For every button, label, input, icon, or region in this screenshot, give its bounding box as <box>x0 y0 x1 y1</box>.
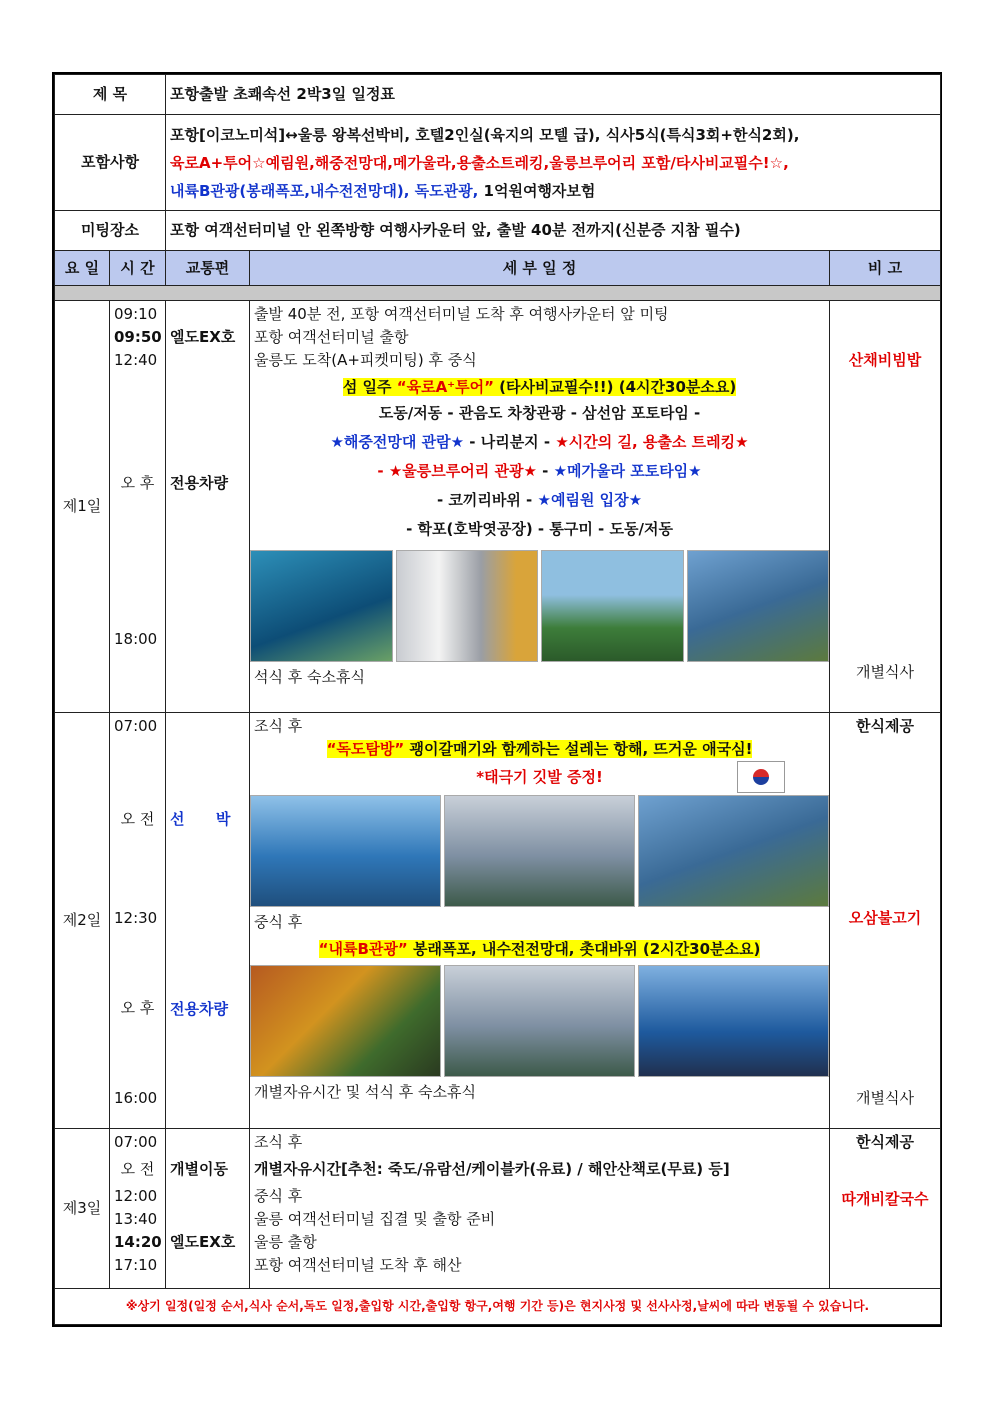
day1-route-3a: - <box>377 462 389 480</box>
day1-detail <box>250 301 830 713</box>
day3-time-1: 07:00 <box>114 1133 158 1151</box>
day3-time-3: 12:00 <box>114 1187 158 1205</box>
day2-detail-2: 중식 후 <box>254 913 303 931</box>
photo-seagull <box>638 795 829 907</box>
day2-detail-1: 조식 후 <box>254 717 303 735</box>
day2-memo <box>830 713 941 1129</box>
day2-transport-bus: 전용차량 <box>170 1000 228 1018</box>
day1-label: 제1일 <box>55 301 110 713</box>
day3-detail <box>250 1129 830 1289</box>
day1-times <box>110 301 166 713</box>
day1-route-4 <box>254 486 825 515</box>
include-line3-blue: 내륙B관광(봉래폭포,내수전전망대), 독도관광, <box>170 181 479 200</box>
itinerary-table <box>54 74 941 1325</box>
header-memo: 비 고 <box>830 251 941 286</box>
header-transport: 교통편 <box>166 251 250 286</box>
day3-time-6: 17:10 <box>114 1256 158 1274</box>
day2-dokdo-rest: 괭이갈매기와 함께하는 설레는 항해, 뜨거운 애국심! <box>404 740 753 758</box>
include-line3-rest: 1억원여행자보험 <box>478 181 596 200</box>
photo-naesujeon-observatory <box>444 965 635 1077</box>
day2-time-1: 07:00 <box>114 717 158 735</box>
day1-time-1: 09:10 <box>114 305 158 323</box>
day3-transport-free: 개별이동 <box>170 1160 228 1178</box>
footer-note: ※상기 일정(일정 순서,식사 순서,독도 일정,출입항 시간,출입항 항구,여행 기간 등)은 현지사정 및 선사사정,날씨에 따라 변동될 수 있습니다. <box>55 1289 941 1325</box>
day1-route-1: 도동/저동 - 관음도 차창관광 - 삼선암 포토타임 - <box>378 404 701 422</box>
photo-yerimwon <box>687 550 830 662</box>
day1-time-5: 18:00 <box>114 630 158 648</box>
day2-inland-rest: 봉래폭포, 내수전전망대, 촛대바위 (2시간30분소요) <box>407 940 761 958</box>
header-detail: 세 부 일 정 <box>250 251 830 286</box>
day1-route-2c: ★시간의 길, 용출소 트레킹★ <box>555 433 749 451</box>
day3-transport-ship: 엘도EX호 <box>170 1233 236 1251</box>
day1-transport-bus: 전용차량 <box>170 474 228 492</box>
day1-memo <box>830 301 941 713</box>
day1-detail-end: 석식 후 숙소휴식 <box>254 668 365 686</box>
photo-bongnae-falls <box>250 965 441 1077</box>
title-value: 포항출발 초쾌속선 2박3일 일정표 <box>166 75 941 115</box>
day3-detail-6: 포항 여객선터미널 도착 후 해산 <box>254 1256 462 1274</box>
day1-time-3: 12:40 <box>114 351 158 369</box>
day2-flag-line <box>254 761 825 793</box>
day2-times <box>110 713 166 1129</box>
day1-route-4a: - 코끼리바위 - <box>436 491 538 509</box>
day1-transport-ship: 엘도EX호 <box>170 328 236 346</box>
day2-detail-end: 개별자유시간 및 석식 후 숙소휴식 <box>254 1083 476 1101</box>
day3-time-5: 14:20 <box>114 1233 162 1251</box>
day1-memo-lunch: 산채비빔밥 <box>848 351 922 369</box>
include-line1: 포항[이코노미석]↔울릉 왕복선박비, 호텔2인실(육지의 모텔 급), 식사5식(특식3회+한식2회), <box>170 125 800 144</box>
day3-detail-1: 조식 후 <box>254 1133 303 1151</box>
day1-photos <box>250 550 829 662</box>
photo-megaulla <box>541 550 684 662</box>
day2-flag-gift: *태극기 깃발 증정! <box>476 768 603 786</box>
day2-photos-am <box>250 795 829 907</box>
day2-time-2: 오 전 <box>120 810 155 828</box>
title-label: 제 목 <box>55 75 166 115</box>
day3-time-4: 13:40 <box>114 1210 158 1228</box>
day1-tour-post: (타사비교필수!!) (4시간30분소요) <box>493 378 737 396</box>
day3-times <box>110 1129 166 1289</box>
day1-memo-dinner: 개별식사 <box>856 663 914 681</box>
include-value <box>166 115 941 211</box>
day1-route-2 <box>254 428 825 457</box>
day3-detail-4: 울릉 여객선터미널 집결 및 출항 준비 <box>254 1210 496 1228</box>
day1-detail-3: 울릉도 도착(A+피켓미팅) 후 중식 <box>254 351 477 369</box>
day3-transport <box>166 1129 250 1289</box>
day2-dokdo-name: “독도탐방” <box>326 740 405 758</box>
day1-transport <box>166 301 250 713</box>
include-label: 포함사항 <box>55 115 166 211</box>
day2-transport <box>166 713 250 1129</box>
day1-route-3b: ★울릉브루어리 관광★ <box>388 462 537 480</box>
day3-detail-3: 중식 후 <box>254 1187 303 1205</box>
day2-time-3: 12:30 <box>114 909 158 927</box>
day2-time-4: 오 후 <box>120 999 155 1017</box>
day3-time-2: 오 전 <box>120 1160 155 1178</box>
day3-memo <box>830 1129 941 1289</box>
day3-detail-5: 울릉 출항 <box>254 1233 317 1251</box>
photo-underwater-observatory <box>250 550 393 662</box>
day3-memo-lunch: 따개비칼국수 <box>841 1190 929 1208</box>
day1-route-5: - 학포(호박엿공장) - 통구미 - 도동/저동 <box>406 520 673 538</box>
day2-memo-dinner: 개별식사 <box>856 1089 914 1107</box>
meeting-value: 포항 여객선터미널 안 왼쪽방향 여행사카운터 앞, 출발 40분 전까지(신분증 지참 필수) <box>166 211 941 251</box>
day1-route-3c: - <box>536 462 554 480</box>
day3-detail-2: 개별자유시간[추천: 죽도/유람선/케이블카(유료) / 해안산책로(무료) 등] <box>254 1160 730 1178</box>
day2-photos-pm <box>250 965 829 1077</box>
day1-detail-2: 포항 여객선터미널 출항 <box>254 328 409 346</box>
day2-transport-ship: 선 박 <box>170 810 231 828</box>
day1-route-2b: - 나리분지 - <box>464 433 556 451</box>
day2-inland-name: “내륙B관광” <box>318 940 408 958</box>
day3-label: 제3일 <box>55 1129 110 1289</box>
day2-inland-title <box>254 938 825 961</box>
header-day: 요 일 <box>55 251 110 286</box>
separator-row <box>55 286 941 301</box>
photo-brewery <box>396 550 539 662</box>
day1-time-2: 09:50 <box>114 328 162 346</box>
day1-route-3d: ★메가울라 포토타임★ <box>553 462 702 480</box>
itinerary-sheet <box>52 72 942 1327</box>
day1-route-4b: ★예림원 입장★ <box>537 491 643 509</box>
day1-time-4: 오 후 <box>120 474 155 492</box>
day2-time-5: 16:00 <box>114 1089 158 1107</box>
day1-detail-1: 출발 40분 전, 포항 여객선터미널 도착 후 여행사카운터 앞 미팅 <box>254 305 669 323</box>
day2-memo-breakfast: 한식제공 <box>856 717 914 735</box>
day2-detail <box>250 713 830 1129</box>
include-line3 <box>170 177 936 205</box>
day2-label: 제2일 <box>55 713 110 1129</box>
include-line2: 육로A+투어☆예림원,해중전망대,메가울라,용출소트레킹,울릉브루어리 포함/타사비교필수!☆, <box>170 153 789 172</box>
photo-chotdae-rock <box>638 965 829 1077</box>
header-time: 시 간 <box>110 251 166 286</box>
day1-tour-name: “육로A⁺투어” <box>396 378 494 396</box>
meeting-label: 미팅장소 <box>55 211 166 251</box>
day3-memo-breakfast: 한식제공 <box>856 1133 914 1151</box>
photo-dokdo <box>250 795 441 907</box>
day1-route-2a: ★해중전망대 관람★ <box>330 433 465 451</box>
day1-route-3 <box>254 457 825 486</box>
day2-memo-lunch: 오삼불고기 <box>848 909 922 927</box>
day1-tour-title <box>254 376 825 399</box>
day2-dokdo-title <box>254 738 825 761</box>
korean-flag-icon <box>737 761 785 793</box>
day1-tour-pre: 섬 일주 <box>342 378 397 396</box>
photo-flag-ship <box>444 795 635 907</box>
day1-route <box>254 399 825 544</box>
